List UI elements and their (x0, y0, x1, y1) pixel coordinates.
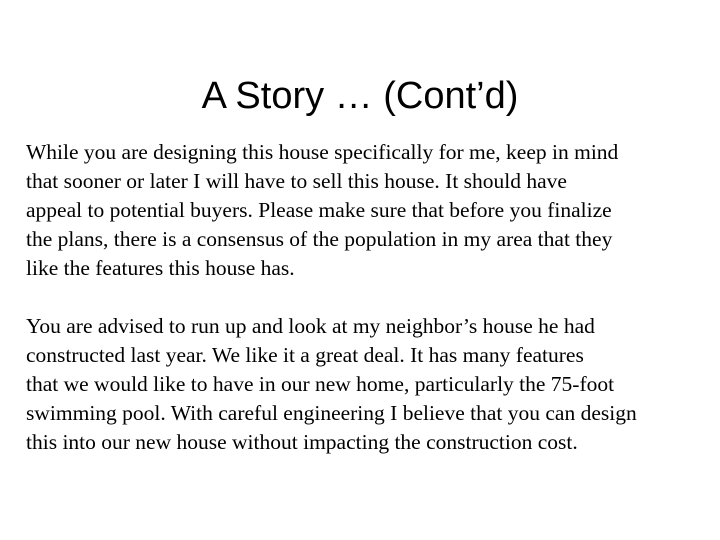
paragraph-line: You are advised to run up and look at my neighbor’s house he had (26, 314, 595, 338)
paragraph-line: While you are designing this house specifically for me, keep in mind (26, 140, 619, 164)
paragraph-1 (26, 138, 716, 283)
paragraph-line: constructed last year. We like it a great deal. It has many features (26, 343, 584, 367)
paragraph-line: the plans, there is a consensus of the population in my area that they (26, 227, 613, 251)
paragraph-line: swimming pool. With careful engineering I believe that you can design (26, 401, 637, 425)
paragraph-2 (26, 312, 716, 457)
paragraph-line: that we would like to have in our new home, particularly the 75-foot (26, 372, 615, 396)
paragraph-line: like the features this house has. (26, 256, 295, 280)
slide-title: A Story … (Cont’d) (201, 75, 519, 117)
paragraph-line: that sooner or later I will have to sell this house. It should have (26, 169, 567, 193)
slide-body (26, 138, 716, 457)
paragraph-line: this into our new house without impacting the construction cost. (26, 430, 578, 454)
paragraph-line: appeal to potential buyers. Please make sure that before you finalize (26, 198, 612, 222)
